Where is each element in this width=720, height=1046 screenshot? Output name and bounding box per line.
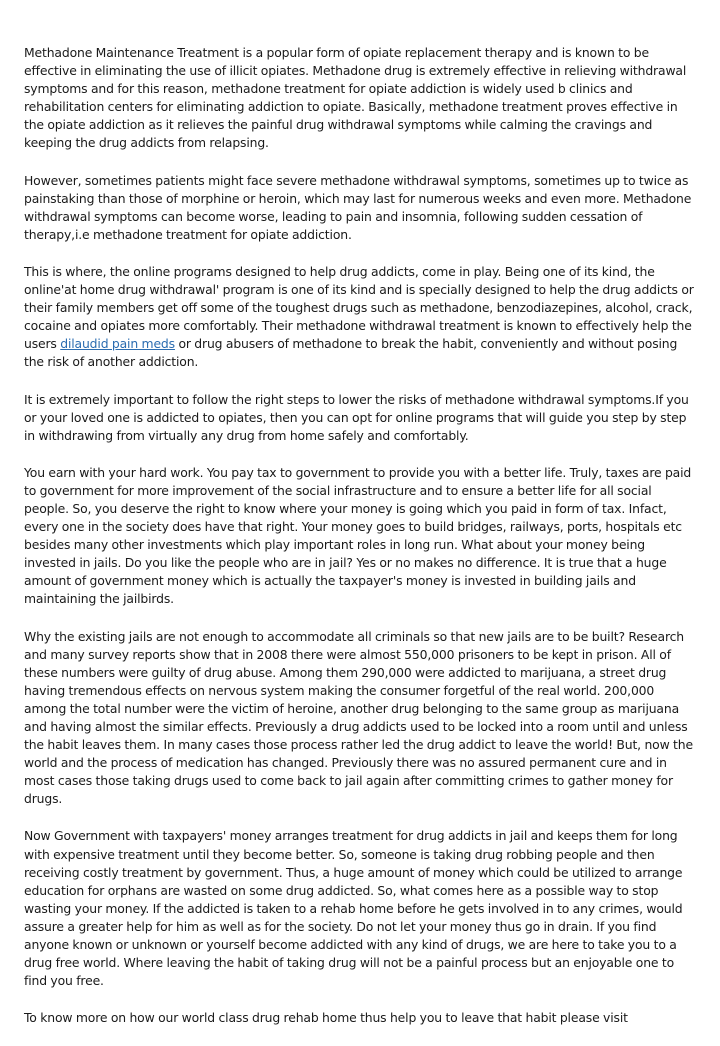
paragraph-methadone-maintenance: Methadone Maintenance Treatment is a popular form of opiate replacement therapy and is known to be effective in eliminating the use of illicit opiates. Methadone drug is extremely effective in relieving withdrawal symptoms and for this reason, methadone treatment for opiate addiction is widely used b clinics and rehabilitation centers for eliminating addiction to opiate. Basically, methadone treatment proves effective in the opiate addiction as it relieves the painful drug withdrawal symptoms while calming the cravings and keeping the drug addicts from relapsing. xyxy=(24,45,687,151)
paragraph-withdrawal-symptoms: However, sometimes patients might face severe methadone withdrawal symptoms, sometimes up to twice as painstaking than those of morphine or heroin, which may last for numerous weeks and even more. Methadone withdrawal symptoms can become worse, leading to pain and insomnia, following sudden cessation of therapy,i.e methadone treatment for opiate addiction. xyxy=(24,172,692,242)
paragraph-visit: To know more on how our world class drug rehab home thus help you to leave that habit please visit xyxy=(24,1010,628,1026)
document-body xyxy=(24,44,698,1046)
paragraph-follow-right-steps: It is extremely important to follow the right steps to lower the risks of methadone withdrawal symptoms.If you or your loved one is addicted to opiates, then you can opt for online programs that will guide you step by step in withdrawing from virtually any drug from home safely and comfortably. xyxy=(24,391,689,443)
dilaudid-pain-meds-link[interactable]: dilaudid pain meds xyxy=(60,336,175,352)
paragraph-taxes: You earn with your hard work. You pay tax to government to provide you with a better life. Truly, taxes are paid to government for more improvement of the social infrastructure and to ensure a better life for all social people. So, you deserve the right to know where your money is going which you paid in form of tax. Infact, every one in the society does have that right. Your money goes to build bridges, railways, ports, hospitals etc besides many other investments which play important roles in long run. What about your money being invested in jails. Do you like the people who are in jail? Yes or no makes no difference. It is true that a huge amount of government money which is actually the taxpayer's money is invested in building jails and maintaining the jailbirds. xyxy=(24,464,692,607)
paragraph-online-programs-text-before: This is where, the online programs designed to help drug addicts, come in play. Being one of its kind, the online'at home drug withdrawal' program is one of its kind and is specially designed to help the drug addicts or their family members get off some of the toughest drugs such as methadone, benzodiazepines, alcohol, crack, cocaine and opiates more comfortably. Their methadone withdrawal treatment is known to effectively help the users xyxy=(24,263,694,352)
paragraph-government-treatment: Now Government with taxpayers' money arranges treatment for drug addicts in jail and keeps them for long with expensive treatment until they become better. So, someone is taking drug robbing people and then receiving costly treatment by government. Thus, a huge amount of money which could be utilized to arrange education for orphans are wasted on some drug addicted. So, what comes here as a possible way to stop wasting your money. If the addicted is taken to a rehab home before he gets involved in to any crimes, would assure a greater help for him as well as for the society. Do not let your money thus go in drain. If you find anyone known or unknown or yourself become addicted with any kind of drugs, we are here to take you to a drug free world. Where leaving the habit of taking drug will not be a painful process but an enjoyable one to find you free. xyxy=(24,828,683,989)
paragraph-jails: Why the existing jails are not enough to accommodate all criminals so that new jails are to be built? Research and many survey reports show that in 2008 there were almost 550,000 prisoners to be kept in prison. All of these numbers were guilty of drug abuse. Among them 290,000 were addicted to marijuana, a street drug having tremendous effects on nervous system making the consumer forgetful of the real world. 200,000 among the total number were the victim of heroine, another drug belonging to the same group as marijuana and having almost the similar effects. Previously a drug addicts used to be locked into a room until and unless the habit leaves them. In many cases those process rather led the drug addict to leave the world! But, now the world and the process of medication has changed. Previously there was no assured permanent cure and in most cases those taking drugs used to come back to jail again after committing crimes to gather money for drugs. xyxy=(24,628,693,807)
paragraph-online-programs-text-after: or drug abusers of methadone to break the habit, conveniently and without posing the risk of another addiction. xyxy=(24,336,678,370)
paragraph-online-programs xyxy=(24,263,698,372)
